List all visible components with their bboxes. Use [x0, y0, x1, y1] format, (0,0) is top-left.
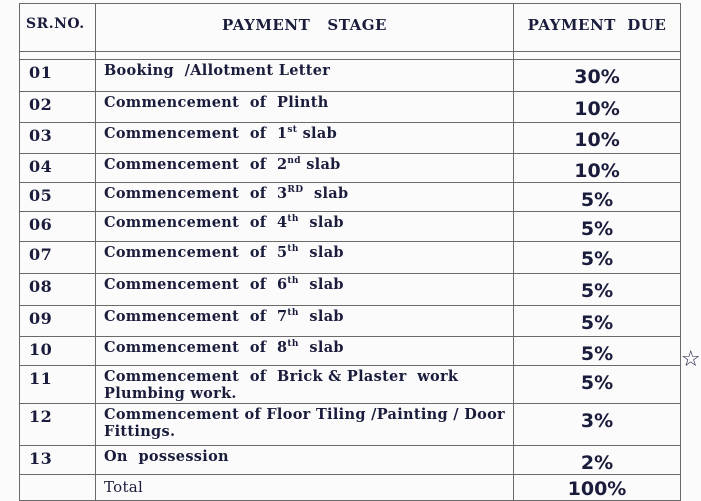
due-cell: 5% ☆: [514, 337, 681, 366]
table-row: [20, 366, 681, 404]
table-row: [20, 183, 681, 212]
table-header-row: [20, 4, 681, 52]
total-value: 100%: [514, 475, 681, 501]
due-cell: 5%: [514, 274, 681, 306]
due-cell: 10%: [514, 92, 681, 123]
due-cell: 3%: [514, 404, 681, 446]
sr-cell: 13: [20, 446, 96, 475]
stage-cell: Booking /Allotment Letter: [96, 60, 514, 92]
due-cell: 30%: [514, 60, 681, 92]
payment-stage-header: PAYMENT STAGE: [96, 4, 514, 52]
due-cell: 5%: [514, 183, 681, 212]
sr-cell: [20, 475, 96, 501]
sr-cell: 01: [20, 60, 96, 92]
stage-cell: Commencement of 4th slab: [96, 212, 514, 242]
stage-cell: Commencement of 6th slab: [96, 274, 514, 306]
due-cell: 5%: [514, 306, 681, 337]
sr-cell: 03: [20, 123, 96, 154]
table-row: [20, 404, 681, 446]
table-row: [20, 337, 681, 366]
stage-cell: Commencement of 3RD slab: [96, 183, 514, 212]
table-row: [20, 274, 681, 306]
stage-cell: Commencement of 2nd slab: [96, 154, 514, 183]
stage-cell: Commencement of Floor Tiling /Painting / Door Fittings.: [96, 404, 514, 446]
due-cell: 10%: [514, 123, 681, 154]
sr-cell: 07: [20, 242, 96, 274]
stage-cell: Commencement of Plinth: [96, 92, 514, 123]
payment-schedule-table: [19, 3, 701, 501]
payment-due-header: PAYMENT DUE: [514, 4, 681, 52]
total-row: [20, 475, 681, 501]
due-cell: 5%: [514, 242, 681, 274]
sr-no-header: SR.NO.: [20, 4, 96, 52]
table-row: [20, 446, 681, 475]
sr-cell: 10: [20, 337, 96, 366]
stage-cell: Commencement of 1st slab: [96, 123, 514, 154]
table-row: [20, 212, 681, 242]
table-row: [20, 92, 681, 123]
table-row: [20, 60, 681, 92]
sr-cell: 12: [20, 404, 96, 446]
due-cell: 5%: [514, 366, 681, 404]
sr-cell: 09: [20, 306, 96, 337]
table-row: [20, 123, 681, 154]
sr-cell: 05: [20, 183, 96, 212]
stage-cell: On possession: [96, 446, 514, 475]
stage-cell: Commencement of 5th slab: [96, 242, 514, 274]
total-label: Total: [96, 475, 514, 501]
table-row: [20, 242, 681, 274]
stage-cell: Commencement of 8th slab: [96, 337, 514, 366]
sr-cell: 04: [20, 154, 96, 183]
table-row: [20, 154, 681, 183]
sr-cell: 06: [20, 212, 96, 242]
stage-cell: Commencement of Brick & Plaster work Plumbing work.: [96, 366, 514, 404]
sr-cell: 08: [20, 274, 96, 306]
stage-cell: Commencement of 7th slab: [96, 306, 514, 337]
sr-cell: 11: [20, 366, 96, 404]
due-cell: 5%: [514, 212, 681, 242]
table-row: [20, 306, 681, 337]
spacer-row: [20, 52, 681, 60]
due-cell: 10%: [514, 154, 681, 183]
due-cell: 2%: [514, 446, 681, 475]
sr-cell: 02: [20, 92, 96, 123]
star-icon: ☆: [680, 347, 701, 372]
